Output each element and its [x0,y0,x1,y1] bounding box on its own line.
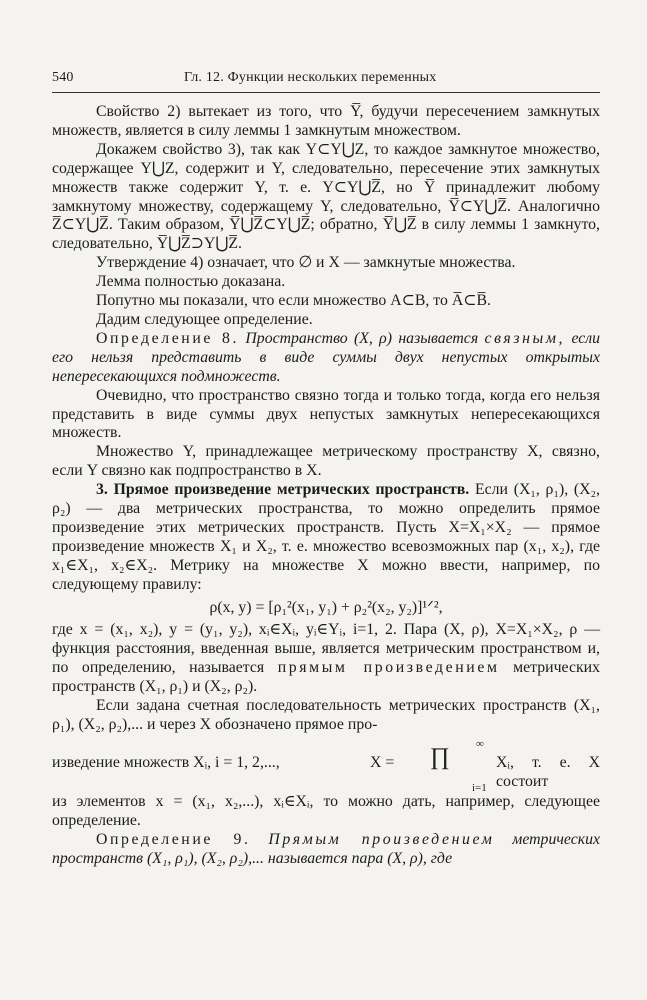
product-symbol: ∏ [430,743,450,770]
product-lhs: X = [370,753,395,771]
header-divider [52,92,600,93]
definition-label: Определение 9. [96,830,251,848]
section-3 [52,481,600,594]
paragraph: Очевидно, что пространство связно тогда и только тогда, когда его нельзя представить в виде суммы двух непустых замкнутых непересекающихся множеств. [52,386,600,442]
paragraph [52,621,600,697]
section-heading: 3. Прямое произведение метрических пространств. [96,481,470,499]
paragraph: Попутно мы показали, что если множество A⊂B, то A̅⊂B̅. [96,292,491,310]
paragraph-text: метрических пространств (X₁, ρ₁) и (X₂, ρ₂). [52,659,600,696]
definition-text: метрических пространств (X₁, ρ₁), (X₂, ρ₂),... называется пара (X, ρ), где [52,830,601,867]
defined-term: Прямым произведением [268,830,495,848]
paragraph: Если задана счетная последовательность метрических пространств (X₁, ρ₁), (X₂, ρ₂),... и через X обозначено прямое про- [52,697,600,733]
section-text: Если (X₁, ρ₁), (X₂, ρ₂) — два метрических пространства, то можно определить прямое произведение этих метрических пространств. Пусть X=X₁×X₂ — прямое произведение множеств X₁ и X₂, т. е. множество всевозможных пар (x₁, x₂), где x₁∈X₁, x₂∈X₂. Метрику на множестве X можно ввести, например, по следующему правилу: [52,481,601,593]
product-line-right: Xᵢ, т. е. X состоит [496,753,600,790]
paragraph: Множество Y, принадлежащее метрическому пространству X, связно, если Y связно как подпространство в X. [52,443,600,480]
definition-text: если его нельзя представить в виде суммы двух непустых открытых непересекающихся подмножеств. [52,329,601,385]
defined-term: связным, [484,329,566,347]
definition-8 [52,330,600,387]
paragraph: Свойство 2) вытекает из того, что Y̅, будучи пересечением замкнутых множеств, является в силу леммы 1 замкнутым множеством. [52,103,600,139]
product-line [52,735,600,793]
paragraph: Утверждение 4) означает, что ∅ и X — замкнутые множества. [96,254,516,272]
paragraph: из элементов x = (x₁, x₂,...), xᵢ∈Xᵢ, то можно дать, например, следующее определение. [52,792,600,829]
product-upper-limit: ∞ [476,737,484,750]
defined-term: прямым произведением [277,659,500,677]
paragraph: Лемма полностью доказана. [96,273,286,291]
product-lower-limit: i=1 [472,781,487,794]
definition-text: Пространство (X, ρ) называется [245,329,479,347]
metric-formula: ρ(x, y) = [ρ₁²(x₁, y₁) + ρ₂²(x₂, y₂)]¹ᐟ², [209,598,443,616]
definition-9 [52,831,600,869]
page-number: 540 [52,70,74,85]
product-line-left: изведение множеств Xᵢ, i = 1, 2,..., [52,753,280,771]
paragraph: Докажем свойство 3), так как Y⊂Y⋃Z, то каждое замкнутое множество, содержащее Y⋃Z, содержит и Y, следовательно, пересечение этих замкнутых множеств также содержит Y, т. е. Y⊂Y⋃Z̅, но Y̅ принадлежит любому замкнутому множеству, содержащему Y, следовательно, Y̅⊂Y⋃Z̅. Аналогично Z̅⊂Y⋃Z̅. Таким образом, Y̅⋃Z̅⊂Y⋃Z̅; обратно, Y̅⋃Z̅ в силу леммы 1 замкнуто, следовательно, Y̅⋃Z̅⊃Y⋃Z̅. [52,140,600,253]
paragraph: Дадим следующее определение. [96,310,313,328]
definition-label: Определение 8. [96,329,240,347]
page-body [52,103,600,869]
paragraph-text: где x = (x₁, x₂), y = (y₁, y₂), xᵢ∈Xᵢ, yᵢ∈Yᵢ, i=1, 2. Пара (X, ρ), X=X₁×X₂, ρ — функция расстояния, введенная выше, является метрическим пространством и, по определению, называется [52,621,600,677]
chapter-title: Гл. 12. Функции нескольких переменных [184,70,437,85]
